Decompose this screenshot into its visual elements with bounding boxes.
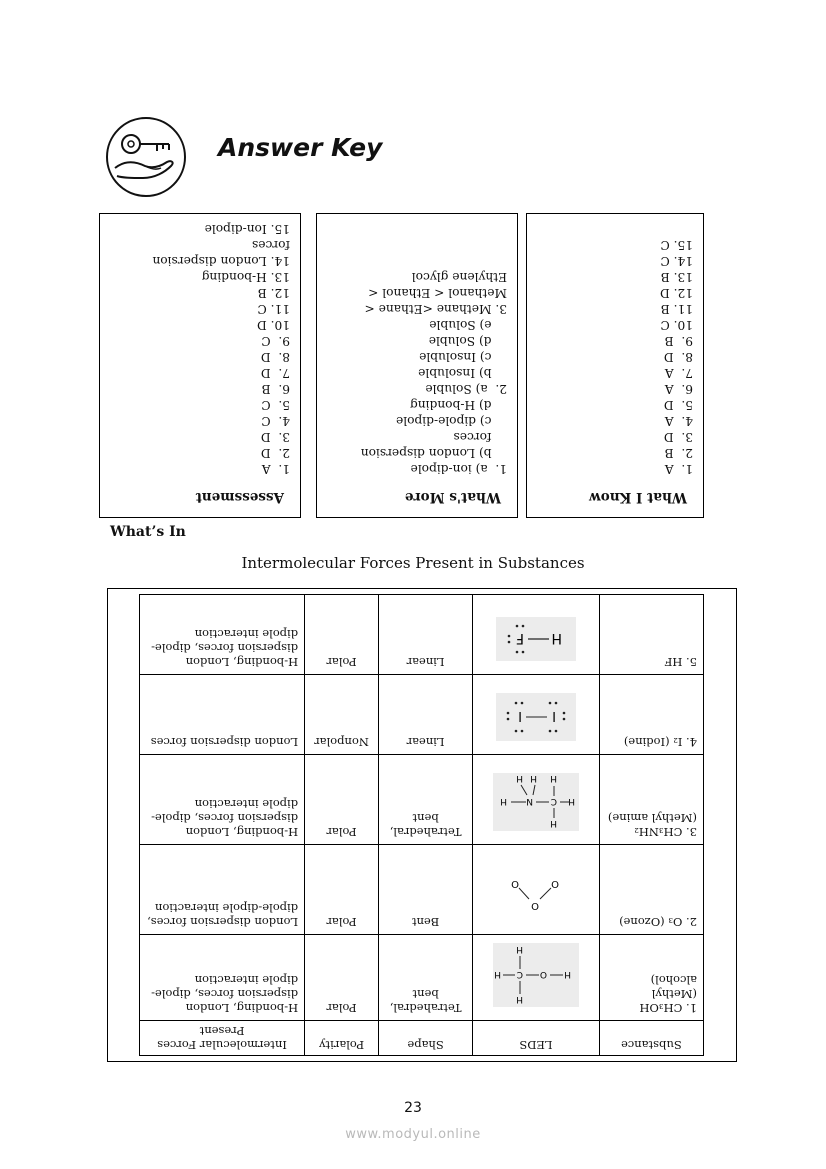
watermark: www.modyul.online bbox=[345, 1127, 481, 1142]
leds-cell bbox=[473, 675, 600, 755]
shape-cell: Linear bbox=[379, 595, 473, 675]
shape-cell: Linear bbox=[379, 675, 473, 755]
header-shape: Shape bbox=[379, 1021, 473, 1056]
methylamine-structure-icon bbox=[493, 773, 579, 831]
svg-text:O: O bbox=[551, 878, 559, 889]
svg-text:H: H bbox=[530, 773, 537, 783]
answer-list: 1. A 2. B 3. D 4. A 5. D 6. A 7. A 8. D 9. B 10. C 11. B 12. D 13. B 14. C 15. C bbox=[659, 238, 693, 476]
forces-cell: H-bonding, London dispersion forces, dipole-dipole interaction bbox=[140, 595, 305, 675]
leds-cell bbox=[473, 595, 600, 675]
svg-text:H: H bbox=[516, 994, 523, 1004]
page-title: Answer Key bbox=[218, 133, 383, 162]
substance-cell: 2. O₃ (Ozone) bbox=[599, 845, 703, 935]
header-substance: Substance bbox=[599, 1021, 703, 1056]
forces-cell: H-bonding, London dispersion forces, dipole-dipole interaction bbox=[140, 935, 305, 1021]
svg-text:H: H bbox=[516, 944, 523, 954]
methanol-structure-icon bbox=[493, 943, 579, 1007]
polarity-cell: Nonpolar bbox=[305, 675, 379, 755]
shape-cell: Bent bbox=[379, 845, 473, 935]
shape-cell: Tetrahedral, bent bbox=[379, 755, 473, 845]
svg-text:N: N bbox=[526, 796, 533, 806]
svg-text:C: C bbox=[516, 969, 523, 979]
svg-text:H: H bbox=[550, 818, 557, 828]
svg-text:I: I bbox=[552, 708, 556, 723]
polarity-cell: Polar bbox=[305, 595, 379, 675]
leds-cell bbox=[473, 845, 600, 935]
answer-box-whats-more bbox=[316, 213, 518, 518]
polarity-cell: Polar bbox=[305, 845, 379, 935]
answer-list: 1. a) ion-dipole b) London dispersion forces c) dipole-dipole d) H-bonding 2. a) Soluble b) Insoluble c) Insoluble d) Soluble e) Soluble 3. Methane <Ethane < Methanol < Ethanol < Ethylene glycol bbox=[360, 270, 507, 476]
table-row bbox=[140, 935, 704, 1021]
svg-text:H: H bbox=[494, 969, 501, 979]
substance-cell: 1. CH₃OH (Methyl alcohol) bbox=[599, 935, 703, 1021]
svg-text:H: H bbox=[551, 630, 562, 646]
section-heading: What’s In bbox=[110, 524, 186, 540]
key-in-hand-icon bbox=[105, 116, 187, 198]
leds-cell bbox=[473, 755, 600, 845]
table-row bbox=[140, 845, 704, 935]
forces-cell: London dispersion forces, dipole-dipole interaction bbox=[140, 845, 305, 935]
answer-box-what-i-know bbox=[526, 213, 704, 518]
substance-cell: 3. CH₃NH₂ (Methyl amine) bbox=[599, 755, 703, 845]
svg-text:C: C bbox=[550, 796, 557, 806]
table-row bbox=[140, 755, 704, 845]
ozone-structure-icon bbox=[493, 869, 579, 921]
box-heading: What I Know bbox=[589, 489, 687, 505]
svg-text:H: H bbox=[564, 969, 571, 979]
table-row bbox=[140, 595, 704, 675]
table-caption: Intermolecular Forces Present in Substances bbox=[241, 554, 585, 572]
svg-text:I: I bbox=[518, 708, 522, 723]
header-forces: Intermolecular Forces Present bbox=[140, 1021, 305, 1056]
substance-cell: 4. I₂ (Iodine) bbox=[599, 675, 703, 755]
svg-text:O: O bbox=[539, 969, 547, 979]
iodine-structure-icon bbox=[496, 693, 576, 741]
table-row bbox=[140, 675, 704, 755]
svg-text:H: H bbox=[500, 796, 507, 806]
answer-box-assessment bbox=[99, 213, 301, 518]
polarity-cell: Polar bbox=[305, 935, 379, 1021]
svg-text:H: H bbox=[568, 796, 575, 806]
forces-table bbox=[139, 594, 704, 1056]
forces-table-container bbox=[139, 596, 704, 1056]
svg-text:F: F bbox=[515, 630, 524, 646]
box-heading: What's More bbox=[404, 489, 501, 505]
hydrogen-fluoride-structure-icon bbox=[496, 617, 576, 661]
box-heading: Assessment bbox=[195, 489, 284, 505]
answer-list: 1. A 2. D 3. D 4. C 5. C 6. B 7. D 8. D 9. C 10. D 11. C 12. B 13. H-bonding 14. London dispersion forces 15. Ion-dipole bbox=[152, 222, 290, 476]
forces-cell: H-bonding, London dispersion forces, dipole-dipole interaction bbox=[140, 755, 305, 845]
polarity-cell: Polar bbox=[305, 755, 379, 845]
substance-cell: 5. HF bbox=[599, 595, 703, 675]
forces-cell: London dispersion forces bbox=[140, 675, 305, 755]
header-polarity: Polarity bbox=[305, 1021, 379, 1056]
table-header-row bbox=[140, 1021, 704, 1056]
svg-text:H: H bbox=[516, 773, 523, 783]
svg-text:O: O bbox=[511, 878, 519, 889]
leds-cell bbox=[473, 935, 600, 1021]
svg-text:O: O bbox=[531, 900, 539, 911]
svg-text:H: H bbox=[550, 773, 557, 783]
header-leds: LEDS bbox=[473, 1021, 600, 1056]
shape-cell: Tetrahedral, bent bbox=[379, 935, 473, 1021]
page-number: 23 bbox=[404, 1100, 422, 1116]
